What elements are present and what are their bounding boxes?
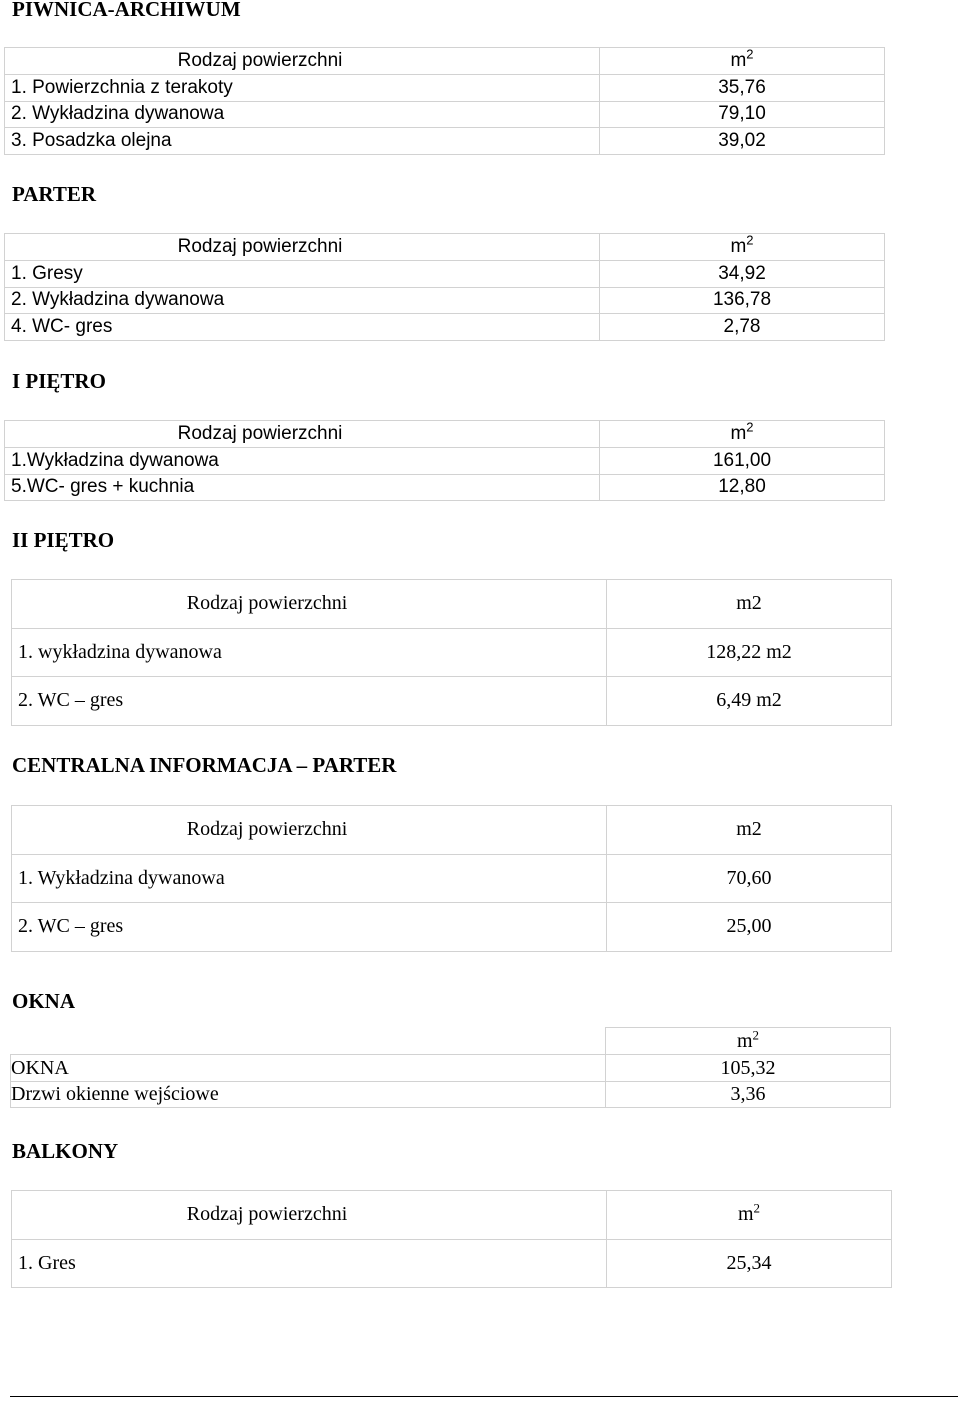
surface-name: OKNA (11, 1054, 606, 1081)
header-surface-type: Rodzaj powierzchni (12, 580, 607, 629)
table-header-row (11, 1028, 891, 1055)
table-row (12, 903, 892, 952)
table-row (5, 128, 885, 155)
table-row (12, 854, 892, 903)
surface-area: 2,78 (600, 314, 885, 341)
table-balkony (11, 1190, 892, 1288)
surface-name: 1. Powierzchnia z terakoty (5, 74, 600, 101)
surface-area: 105,32 (606, 1054, 891, 1081)
surface-area: 25,34 (607, 1239, 892, 1288)
surface-name: Drzwi okienne wejściowe (11, 1081, 606, 1108)
header-empty-cell (11, 1028, 606, 1055)
table-row (5, 101, 885, 128)
section-title-balkony: BALKONY (12, 1139, 119, 1163)
table-row (5, 260, 885, 287)
table-row (5, 287, 885, 314)
surface-area: 136,78 (600, 287, 885, 314)
header-unit: m2 (607, 580, 892, 629)
section-title-centralna-informacja: CENTRALNA INFORMACJA – PARTER (12, 753, 397, 777)
surface-area: 39,02 (600, 128, 885, 155)
table-row (11, 1081, 891, 1108)
header-unit: m2 (607, 806, 892, 855)
surface-area: 128,22 m2 (607, 628, 892, 677)
surface-name: 5.WC- gres + kuchnia (5, 474, 600, 501)
surface-area: 34,92 (600, 260, 885, 287)
surface-area: 35,76 (600, 74, 885, 101)
header-surface-type: Rodzaj powierzchni (5, 48, 600, 75)
table-header-row (12, 580, 892, 629)
surface-name: 1. Gres (12, 1239, 607, 1288)
surface-area: 161,00 (600, 447, 885, 474)
table-row (12, 1239, 892, 1288)
table-row (12, 628, 892, 677)
surface-area: 3,36 (606, 1081, 891, 1108)
surface-name: 2. WC – gres (12, 903, 607, 952)
table-header-row (5, 48, 885, 75)
section-title-okna: OKNA (12, 989, 75, 1013)
table-row (5, 74, 885, 101)
surface-area: 79,10 (600, 101, 885, 128)
surface-name: 3. Posadzka olejna (5, 128, 600, 155)
table-i-pietro (4, 420, 885, 501)
footer-divider (10, 1396, 958, 1397)
header-unit: $m^2$ (606, 1028, 891, 1055)
surface-area: 25,00 (607, 903, 892, 952)
table-centralna-informacja (11, 805, 892, 952)
table-row (5, 474, 885, 501)
table-parter (4, 233, 885, 341)
table-header-row (12, 1191, 892, 1240)
surface-area: 6,49 m2 (607, 677, 892, 726)
surface-name: 4. WC- gres (5, 314, 600, 341)
header-surface-type: Rodzaj powierzchni (5, 234, 600, 261)
table-header-row (12, 806, 892, 855)
surface-name: 1. Gresy (5, 260, 600, 287)
surface-name: 2. WC – gres (12, 677, 607, 726)
table-ii-pietro (11, 579, 892, 726)
header-unit: $m^2$ (600, 48, 885, 75)
table-header-row (5, 234, 885, 261)
section-title-piwnica: PIWNICA-ARCHIWUM (12, 0, 241, 21)
section-title-parter: PARTER (12, 182, 97, 206)
table-row (5, 314, 885, 341)
table-row (12, 677, 892, 726)
surface-area: 12,80 (600, 474, 885, 501)
header-surface-type: Rodzaj powierzchni (12, 1191, 607, 1240)
header-surface-type: Rodzaj powierzchni (12, 806, 607, 855)
table-row (11, 1054, 891, 1081)
header-surface-type: Rodzaj powierzchni (5, 421, 600, 448)
table-header-row (5, 421, 885, 448)
table-row (5, 447, 885, 474)
table-piwnica (4, 47, 885, 155)
surface-name: 2. Wykładzina dywanowa (5, 101, 600, 128)
surface-name: 1. wykładzina dywanowa (12, 628, 607, 677)
header-unit: $m^2$ (600, 421, 885, 448)
surface-name: 1. Wykładzina dywanowa (12, 854, 607, 903)
table-okna (10, 1027, 891, 1108)
section-title-ii-pietro: II PIĘTRO (12, 528, 115, 552)
surface-name: 2. Wykładzina dywanowa (5, 287, 600, 314)
header-unit: $m^2$ (607, 1191, 892, 1240)
surface-name: 1.Wykładzina dywanowa (5, 447, 600, 474)
section-title-i-pietro: I PIĘTRO (12, 369, 106, 393)
surface-area: 70,60 (607, 854, 892, 903)
header-unit: $m^2$ (600, 234, 885, 261)
